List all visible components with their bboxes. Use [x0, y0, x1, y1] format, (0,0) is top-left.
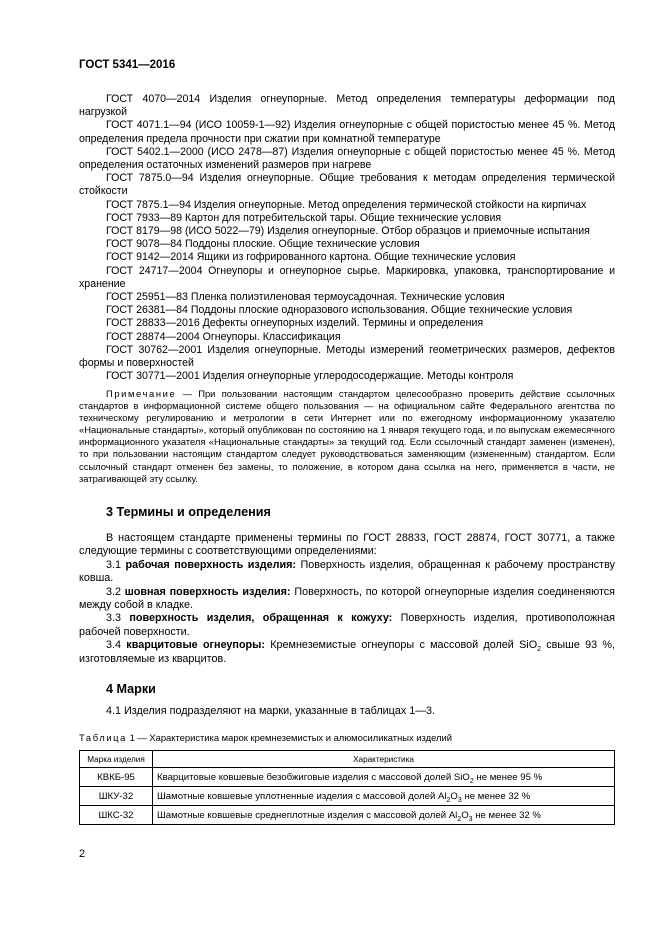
- note-block: [79, 388, 615, 485]
- term-name: рабочая поверхность изделия:: [125, 558, 296, 571]
- subscript: 2: [457, 815, 462, 823]
- reference-item: ГОСТ 28874—2004 Огнеупоры. Классификация: [106, 330, 341, 343]
- reference-item: ГОСТ 24717—2004 Огнеупоры и огнеупорное сырье. Маркировка, упаковка, транспортирование и хранение: [79, 264, 615, 290]
- reference-item: ГОСТ 7933—89 Картон для потребительской тары. Общие технические условия: [106, 211, 502, 224]
- reference-item: ГОСТ 4071.1—94 (ИСО 10059-1—92) Изделия огнеупорные с общей пористостью менее 45 %. Метод определения предела прочности при сжатии при комнатной температуре: [79, 119, 615, 145]
- section-3-intro: В настоящем стандарте применены термины по ГОСТ 28833, ГОСТ 28874, ГОСТ 30771, а также следующие термины с соответствующими определениями:: [79, 532, 615, 558]
- section-3-body: [79, 532, 615, 666]
- grade-code: КВКБ-95: [80, 768, 153, 787]
- running-header: ГОСТ 5341—2016: [79, 59, 176, 71]
- note-text: — При пользовании настоящим стандартом целесообразно проверить действие ссылочных стандартов в информационной системе общего пользования — на официальном сайте Федерального агентства по техническому регулированию и метрологии в сети Интернет или по ежегодному информационному указателю «Национальные стандарты», который опубликован по состоянию на 1 января текущего года, и по выпускам ежемесячного информационного указателя «Национальные стандарты» за текущий год. Если ссылочный стандарт заменен (изменен), то при пользовании настоящим стандартом следует руководствоваться заменяющим (измененным) стандартом. Если ссылочный стандарт отменен без замены, то положение, в котором дана ссылка на него, применяется в части, не затрагивающей эту ссылку.: [79, 388, 615, 484]
- subscript: 2: [537, 646, 541, 654]
- reference-item: ГОСТ 7875.0—94 Изделия огнеупорные. Общие требования к методам определения термической стойкости: [79, 172, 615, 198]
- note-paragraph: [79, 388, 615, 485]
- table-row: [80, 768, 615, 787]
- grade-description: [153, 768, 615, 787]
- term-number: 3.4: [106, 639, 122, 652]
- section-4-body: [79, 705, 615, 718]
- note-label: Примечание: [106, 388, 177, 399]
- subscript: 3: [468, 815, 473, 823]
- reference-item: ГОСТ 30771—2001 Изделия огнеупорные углеродосодержащие. Методы контроля: [106, 370, 514, 383]
- description-text: O: [450, 790, 458, 802]
- term-text: свыше 93 %, изготовляемые из кварцитов.: [79, 639, 616, 665]
- description-text: не менее 32 %: [472, 809, 541, 821]
- header-grade: Марка изделия: [80, 751, 153, 768]
- table-header-row: [80, 751, 615, 768]
- table-caption-text: 1 — Характеристика марок кремнеземистых и алюмосиликатных изделий: [126, 732, 452, 743]
- subscript: 2: [469, 777, 474, 785]
- reference-item: ГОСТ 7875.1—94 Изделия огнеупорные. Метод определения термической стойкости на кирпичах: [106, 198, 587, 211]
- term-name: кварцитовые огнеупоры:: [126, 639, 265, 652]
- description-text: O: [461, 809, 469, 821]
- term-definition: [79, 639, 615, 666]
- term-text: Поверхность, по которой огнеупорные изделия соединеняются между собой в кладке.: [79, 585, 616, 612]
- description-text: Шамотные ковшевые уплотненные изделия с массовой долей Al: [157, 790, 447, 802]
- reference-item: ГОСТ 26381—84 Поддоны плоские одноразового использования. Общие технические условия: [106, 304, 573, 317]
- reference-item: ГОСТ 5402.1—2000 (ИСО 2478—87) Изделия огнеупорные с общей пористостью менее 45 %. Метод определения остаточных изменений размеров при нагреве: [79, 145, 615, 172]
- description-text: Кварцитовые ковшевые безобжиговые изделия с массовой долей SiO: [157, 771, 470, 783]
- term-name: шовная поверхность изделия:: [124, 585, 291, 598]
- reference-item: ГОСТ 28833—2016 Дефекты огнеупорных изделий. Термины и определения: [106, 317, 484, 330]
- grade-code: ШКУ-32: [80, 787, 153, 806]
- reference-item: ГОСТ 4070—2014 Изделия огнеупорные. Метод определения температуры деформации под нагрузкой: [79, 93, 615, 119]
- term-text: Поверхность изделия, обращенная к рабочему пространству ковша.: [79, 558, 616, 585]
- description-text: не менее 95 %: [473, 771, 543, 783]
- subscript: 2: [446, 796, 451, 804]
- section-3-heading: 3 Термины и определения: [106, 505, 271, 519]
- reference-item: ГОСТ 9142—2014 Ящики из гофрированного картона. Общие технические условия: [106, 251, 516, 264]
- description-text: не менее 32 %: [461, 790, 531, 802]
- description-text: Шамотные ковшевые среднеплотные изделия с массовой долей Al: [157, 809, 458, 821]
- grade-description: [153, 806, 615, 825]
- term-definition: [79, 559, 615, 586]
- reference-item: ГОСТ 8179—98 (ИСО 5022—79) Изделия огнеупорные. Отбор образцов и приемочные испытания: [106, 225, 590, 238]
- table-row: [80, 787, 615, 806]
- grades-table: [79, 750, 615, 825]
- reference-item: ГОСТ 9078—84 Поддоны плоские. Общие технические условия: [106, 238, 420, 251]
- reference-item: ГОСТ 30762—2001 Изделия огнеупорные. Методы измерений геометрических размеров, дефектов формы и поверхностей: [79, 343, 615, 370]
- term-definition: [79, 612, 615, 639]
- term-text: Кремнеземистые огнеупоры с массовой долей SiO: [270, 639, 538, 652]
- term-definition: [79, 586, 615, 613]
- term-name: поверхность изделия, обращенная к кожуху:: [129, 612, 393, 625]
- table-row: [80, 806, 615, 825]
- normative-references: [79, 93, 615, 383]
- grade-description: [153, 787, 615, 806]
- term-text: Поверхность изделия, противоположная рабочей поверхности.: [79, 612, 615, 638]
- table-caption-label: Таблица: [79, 732, 127, 743]
- header-characteristic: Характеристика: [153, 751, 615, 768]
- page-number: 2: [79, 848, 86, 860]
- grade-code: ШКС-32: [80, 806, 153, 825]
- term-number: 3.3: [106, 612, 122, 625]
- term-number: 3.1: [106, 558, 122, 571]
- section-4-text: 4.1 Изделия подразделяют на марки, указанные в таблицах 1—3.: [106, 705, 436, 717]
- term-number: 3.2: [106, 585, 122, 598]
- reference-item: ГОСТ 25951—83 Пленка полиэтиленовая термоусадочная. Технические условия: [106, 291, 505, 304]
- subscript: 3: [457, 796, 462, 804]
- section-4-heading: 4 Марки: [106, 682, 156, 696]
- table-caption: [79, 732, 615, 743]
